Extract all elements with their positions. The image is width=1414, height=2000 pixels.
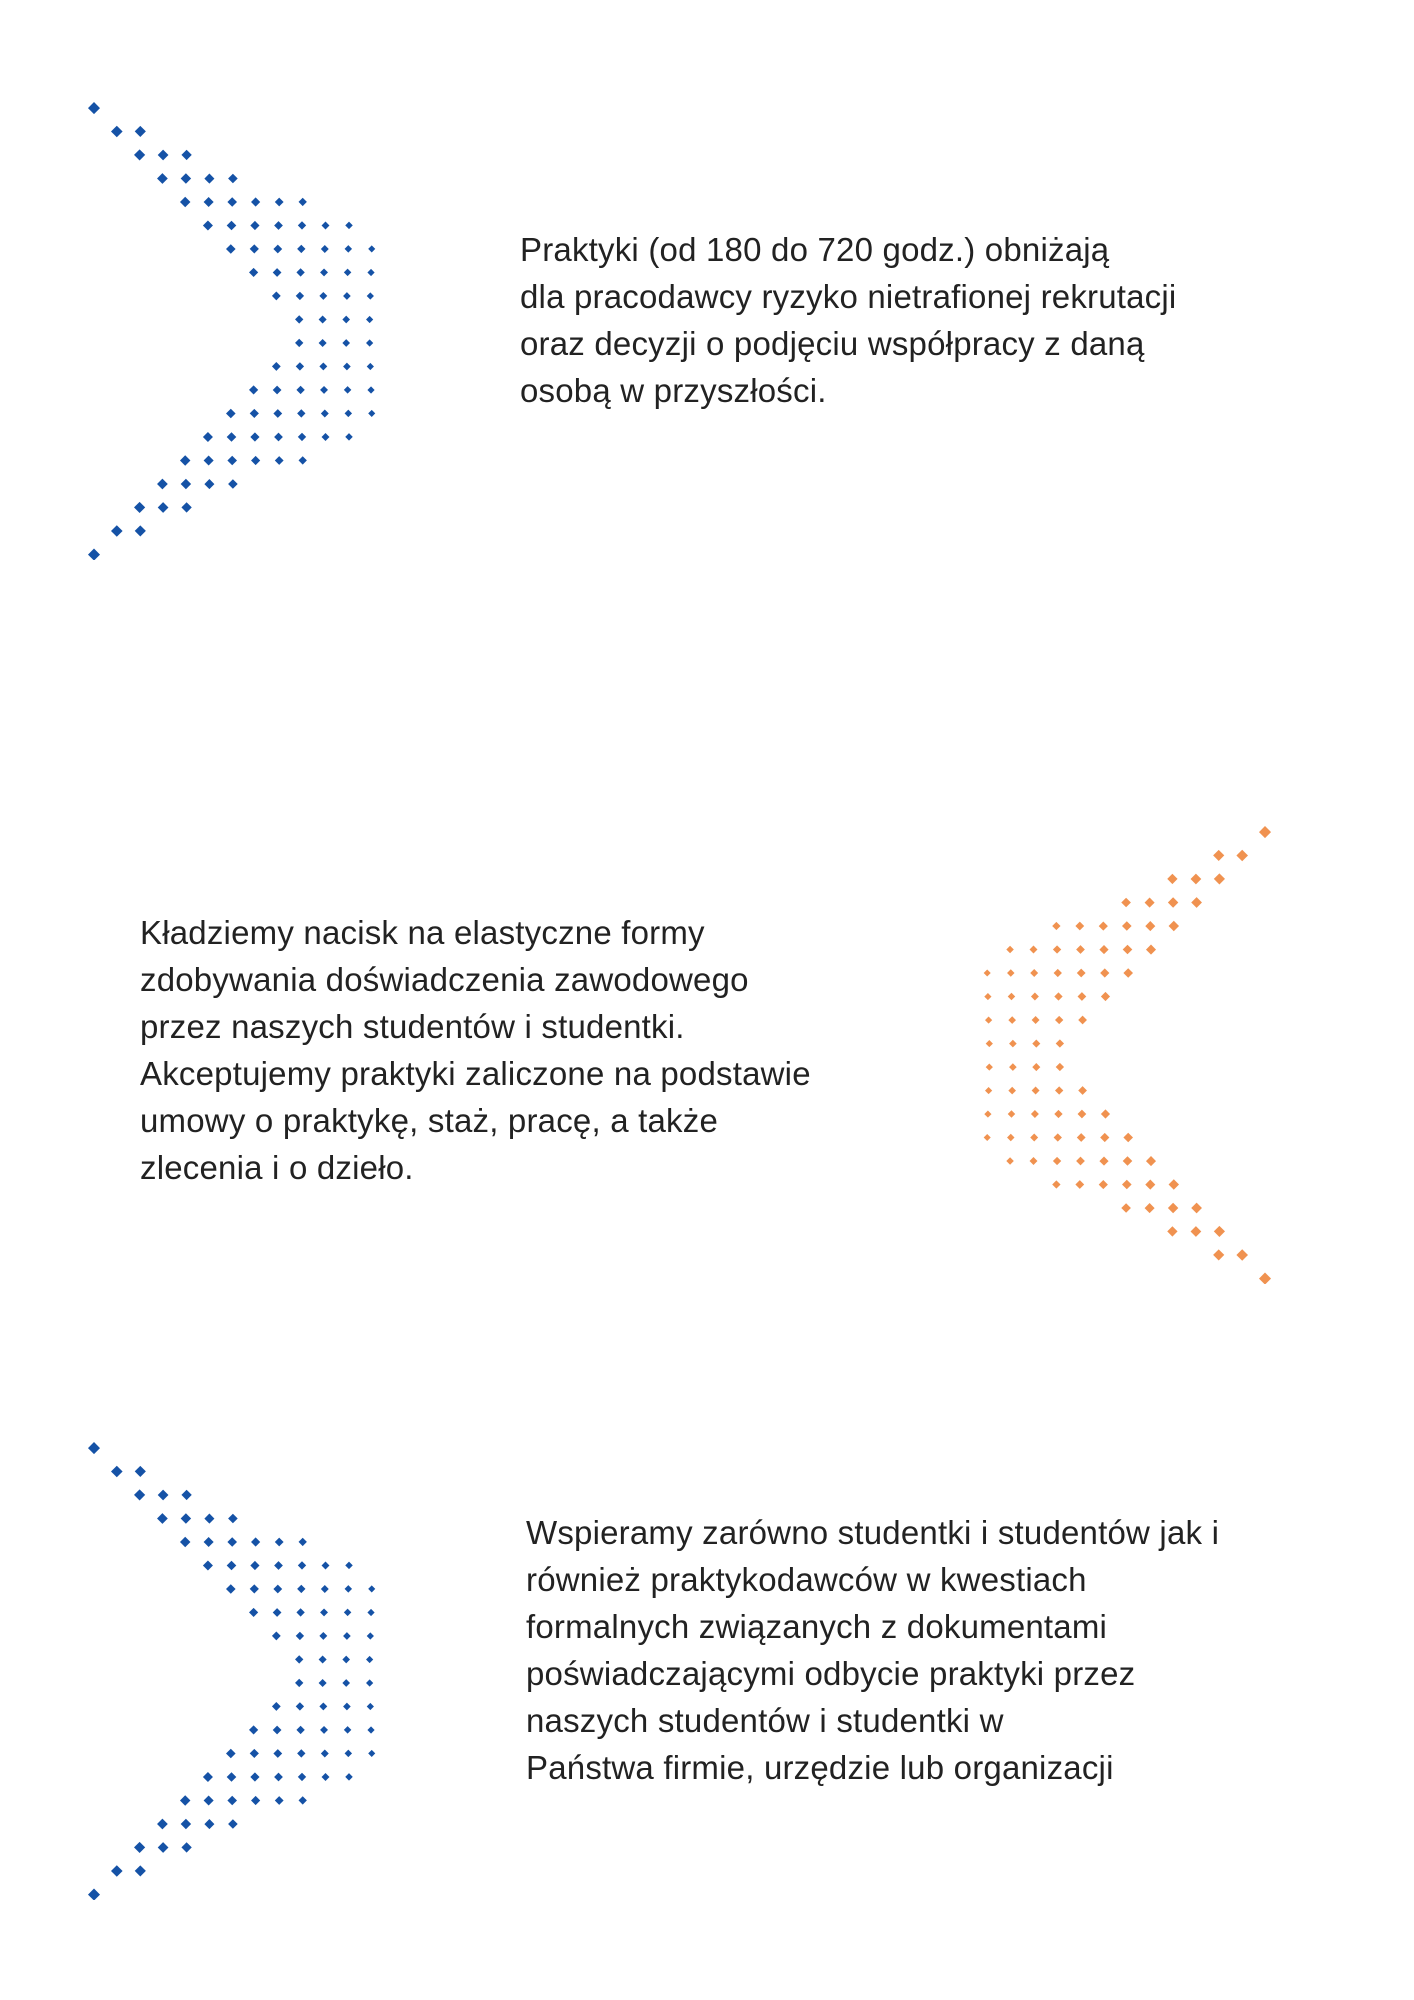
diamond-dot — [1121, 898, 1131, 908]
diamond-dot — [227, 1561, 237, 1571]
diamond-dot — [273, 1726, 282, 1735]
diamond-dot — [204, 1795, 214, 1805]
diamond-dot — [1100, 1133, 1109, 1142]
diamond-dot — [275, 1796, 284, 1805]
diamond-dot — [227, 1772, 237, 1782]
diamond-dot — [204, 455, 214, 465]
diamond-dot — [275, 1538, 284, 1547]
diamond-dot — [273, 409, 282, 418]
diamond-dot — [299, 1796, 307, 1804]
diamond-dot — [296, 1632, 304, 1640]
diamond-dot — [1007, 969, 1014, 976]
diamond-dot — [1078, 1016, 1087, 1025]
diamond-dot — [275, 198, 284, 207]
diamond-dot — [228, 174, 238, 184]
diamond-dot — [1032, 1063, 1040, 1071]
diamond-dot — [345, 410, 352, 417]
diamond-dot — [1099, 1180, 1108, 1189]
diamond-dot — [1123, 968, 1133, 978]
diamond-dot — [251, 456, 260, 465]
diamond-dot — [367, 386, 374, 393]
diamond-dot — [1008, 1110, 1015, 1117]
diamond-dot — [272, 1702, 281, 1711]
diamond-dot — [1053, 945, 1061, 953]
diamond-dot — [367, 269, 374, 276]
diamond-dot — [158, 1842, 169, 1853]
diamond-dot — [321, 1585, 329, 1593]
diamond-dot — [1006, 1157, 1013, 1164]
diamond-dot — [367, 363, 374, 370]
diamond-dot — [366, 316, 373, 323]
diamond-dot — [273, 386, 282, 395]
diamond-dot — [345, 433, 352, 440]
diamond-dot — [1145, 898, 1155, 908]
diamond-dot — [367, 1609, 374, 1616]
diamond-dot — [251, 197, 260, 206]
diamond-dot — [1167, 1226, 1177, 1236]
diamond-dot — [158, 502, 169, 513]
diamond-dot — [157, 1513, 168, 1524]
diamond-dot — [343, 363, 351, 371]
diamond-dot — [1032, 1016, 1040, 1024]
diamond-dot — [295, 339, 303, 347]
diamond-dot — [1101, 1109, 1110, 1118]
diamond-dot — [1236, 850, 1248, 862]
diamond-dot — [272, 1632, 281, 1641]
diamond-dot — [227, 197, 237, 207]
diamond-dot — [345, 1585, 352, 1592]
diamond-dot — [88, 102, 100, 114]
diamond-dot — [249, 385, 258, 394]
diamond-dot — [134, 149, 145, 160]
paragraph-line: umowy o praktykę, staż, pracę, a także — [140, 1102, 719, 1139]
diamond-dot — [344, 386, 351, 393]
diamond-dot — [181, 1490, 191, 1500]
diamond-dot — [321, 1750, 329, 1758]
diamond-dot — [296, 1608, 304, 1616]
diamond-dot — [1214, 873, 1225, 884]
diamond-dot — [1146, 1156, 1156, 1166]
diamond-dot — [226, 409, 236, 419]
diamond-dot — [1213, 850, 1224, 861]
diamond-dot — [1006, 946, 1013, 953]
diamond-dot — [1055, 1086, 1063, 1094]
diamond-dot — [1031, 993, 1039, 1001]
diamond-dot — [319, 292, 327, 300]
diamond-dot — [296, 1726, 304, 1734]
diamond-dot — [319, 315, 327, 323]
diamond-dot — [1168, 897, 1178, 907]
diamond-dot — [249, 1608, 258, 1617]
left-chevron-dot-pattern-icon — [975, 822, 1275, 1284]
paragraph-line: dla pracodawcy ryzyko nietrafionej rekrutacji — [520, 278, 1177, 315]
diamond-dot — [1056, 1039, 1064, 1047]
paragraph-line: Kładziemy nacisk na elastyczne formy — [140, 914, 705, 951]
diamond-dot — [249, 1725, 258, 1734]
diamond-dot — [1007, 1134, 1014, 1141]
diamond-dot — [1077, 969, 1086, 978]
diamond-dot — [250, 409, 259, 418]
diamond-dot — [342, 1656, 350, 1664]
diamond-dot — [204, 479, 214, 489]
diamond-dot — [1053, 1157, 1061, 1165]
diamond-dot — [1055, 1016, 1063, 1024]
diamond-dot — [111, 1865, 123, 1877]
diamond-dot — [367, 292, 374, 299]
diamond-dot — [368, 1585, 375, 1592]
diamond-dot — [1078, 992, 1087, 1001]
diamond-dot — [1030, 1134, 1038, 1142]
diamond-dot — [1191, 1226, 1202, 1237]
diamond-dot — [1122, 1180, 1132, 1190]
diamond-dot — [366, 339, 373, 346]
diamond-dot — [298, 1561, 306, 1569]
diamond-dot — [297, 1749, 305, 1757]
paragraph-line: Praktyki (od 180 do 720 godz.) obniżają — [520, 231, 1110, 268]
diamond-dot — [111, 525, 123, 537]
diamond-dot — [366, 1656, 373, 1663]
diamond-dot — [345, 1750, 352, 1757]
diamond-dot — [299, 456, 307, 464]
right-chevron-dot-pattern-icon — [84, 98, 384, 560]
diamond-dot — [298, 433, 306, 441]
diamond-dot — [344, 269, 351, 276]
diamond-dot — [295, 315, 303, 323]
paragraph-line: Akceptujemy praktyki zaliczone na podstawie — [140, 1055, 811, 1092]
diamond-dot — [204, 197, 214, 207]
diamond-dot — [134, 1842, 145, 1853]
diamond-dot — [203, 1560, 213, 1570]
diamond-dot — [1123, 945, 1133, 955]
diamond-dot — [250, 1584, 259, 1593]
diamond-dot — [345, 1562, 352, 1569]
diamond-dot — [298, 1773, 306, 1781]
section-2-paragraph — [140, 909, 811, 1191]
diamond-dot — [295, 1655, 303, 1663]
diamond-dot — [227, 456, 237, 466]
diamond-dot — [321, 410, 329, 418]
diamond-dot — [157, 173, 168, 184]
diamond-dot — [345, 1773, 352, 1780]
section-3-paragraph — [526, 1509, 1219, 1791]
diamond-dot — [344, 1609, 351, 1616]
diamond-dot — [135, 1865, 146, 1876]
diamond-dot — [1075, 922, 1084, 931]
section-1-paragraph — [520, 226, 1176, 414]
diamond-dot — [1214, 1226, 1225, 1237]
diamond-dot — [227, 1537, 237, 1547]
paragraph-line: zlecenia i o dzieło. — [140, 1149, 414, 1186]
diamond-dot — [274, 1561, 283, 1570]
diamond-dot — [227, 1796, 237, 1806]
diamond-dot — [1100, 968, 1109, 977]
diamond-dot — [1099, 1156, 1108, 1165]
diamond-dot — [181, 1819, 191, 1829]
diamond-dot — [368, 410, 375, 417]
diamond-dot — [157, 479, 168, 490]
diamond-dot — [1030, 969, 1038, 977]
diamond-dot — [1078, 1086, 1087, 1095]
diamond-dot — [274, 221, 283, 230]
diamond-dot — [227, 432, 237, 442]
diamond-dot — [1076, 1157, 1085, 1166]
diamond-dot — [250, 1561, 259, 1570]
diamond-dot — [180, 1537, 190, 1547]
diamond-dot — [157, 1819, 168, 1830]
diamond-dot — [88, 1889, 100, 1900]
diamond-dot — [134, 502, 145, 513]
diamond-dot — [1121, 1203, 1131, 1213]
paragraph-line: zdobywania doświadczenia zawodowego — [140, 961, 749, 998]
diamond-dot — [1008, 1087, 1016, 1095]
diamond-dot — [249, 268, 258, 277]
diamond-dot — [228, 1514, 238, 1524]
diamond-dot — [250, 1772, 259, 1781]
diamond-dot — [88, 549, 100, 560]
diamond-dot — [319, 1679, 327, 1687]
diamond-dot — [1191, 897, 1202, 908]
diamond-dot — [251, 1796, 260, 1805]
diamond-dot — [181, 502, 191, 512]
diamond-dot — [203, 220, 213, 230]
diamond-dot — [344, 1726, 351, 1733]
paragraph-line: przez naszych studentów i studentki. — [140, 1008, 685, 1045]
paragraph-line: Państwa firmie, urzędzie lub organizacji — [526, 1749, 1114, 1786]
diamond-dot — [320, 386, 328, 394]
diamond-dot — [296, 1702, 304, 1710]
diamond-dot — [134, 1489, 145, 1500]
diamond-dot — [203, 1772, 213, 1782]
diamond-dot — [273, 245, 282, 254]
diamond-dot — [984, 1134, 991, 1141]
diamond-dot — [1009, 1040, 1017, 1048]
diamond-dot — [228, 1819, 238, 1829]
diamond-dot — [1077, 1133, 1086, 1142]
paragraph-line: również praktykodawców w kwestiach — [526, 1561, 1087, 1598]
diamond-dot — [226, 1749, 236, 1759]
diamond-dot — [319, 1632, 327, 1640]
diamond-dot — [319, 1702, 327, 1710]
diamond-dot — [343, 1703, 351, 1711]
diamond-dot — [250, 1749, 259, 1758]
diamond-dot — [343, 1632, 351, 1640]
diamond-dot — [297, 409, 305, 417]
diamond-dot — [368, 245, 375, 252]
diamond-dot — [250, 432, 259, 441]
diamond-dot — [1259, 1273, 1271, 1284]
paragraph-line: formalnych związanych z dokumentami — [526, 1608, 1108, 1645]
diamond-dot — [322, 433, 330, 441]
diamond-dot — [203, 432, 213, 442]
diamond-dot — [1076, 945, 1085, 954]
diamond-dot — [273, 1585, 282, 1594]
diamond-dot — [135, 525, 146, 536]
diamond-dot — [275, 456, 284, 465]
diamond-dot — [1169, 921, 1179, 931]
diamond-dot — [88, 1442, 100, 1454]
diamond-dot — [1078, 1110, 1087, 1119]
right-chevron-dot-pattern-icon — [84, 1438, 384, 1900]
paragraph-line: naszych studentów i studentki w — [526, 1702, 1004, 1739]
diamond-dot — [984, 969, 991, 976]
diamond-dot — [181, 479, 191, 489]
diamond-dot — [204, 1537, 214, 1547]
diamond-dot — [320, 1608, 328, 1616]
diamond-dot — [272, 292, 281, 301]
diamond-dot — [299, 198, 307, 206]
diamond-dot — [322, 222, 330, 230]
diamond-dot — [135, 126, 146, 137]
diamond-dot — [1191, 1203, 1202, 1214]
diamond-dot — [1052, 1180, 1060, 1188]
diamond-dot — [367, 1632, 374, 1639]
diamond-dot — [319, 1655, 327, 1663]
diamond-dot — [1259, 826, 1271, 838]
diamond-dot — [1008, 993, 1015, 1000]
diamond-dot — [985, 1016, 992, 1023]
diamond-dot — [320, 268, 328, 276]
diamond-dot — [986, 1040, 993, 1047]
diamond-dot — [1236, 1249, 1248, 1261]
diamond-dot — [1054, 1133, 1062, 1141]
diamond-dot — [985, 1087, 992, 1094]
diamond-dot — [226, 1584, 236, 1594]
diamond-dot — [1030, 946, 1038, 954]
diamond-dot — [228, 479, 238, 489]
diamond-dot — [297, 1585, 305, 1593]
diamond-dot — [1009, 1063, 1017, 1071]
diamond-dot — [342, 316, 350, 324]
diamond-dot — [181, 150, 191, 160]
diamond-dot — [111, 1466, 123, 1478]
diamond-dot — [1169, 1179, 1179, 1189]
diamond-dot — [274, 1773, 283, 1782]
diamond-dot — [181, 1842, 191, 1852]
diamond-dot — [180, 455, 190, 465]
diamond-dot — [1146, 945, 1156, 955]
diamond-dot — [274, 433, 283, 442]
diamond-dot — [1123, 1133, 1133, 1143]
diamond-dot — [1122, 921, 1132, 931]
diamond-dot — [111, 126, 123, 138]
diamond-dot — [367, 1703, 374, 1710]
diamond-dot — [1052, 922, 1060, 930]
diamond-dot — [181, 173, 191, 183]
diamond-dot — [295, 1679, 303, 1687]
diamond-dot — [1031, 1110, 1039, 1118]
diamond-dot — [1145, 921, 1155, 931]
diamond-dot — [204, 1514, 214, 1524]
diamond-dot — [986, 1063, 993, 1070]
diamond-dot — [1032, 1087, 1040, 1095]
diamond-dot — [1168, 1203, 1178, 1213]
diamond-dot — [1008, 1016, 1016, 1024]
diamond-dot — [273, 1608, 282, 1617]
diamond-dot — [1191, 874, 1202, 885]
diamond-dot — [296, 292, 304, 300]
diamond-dot — [321, 245, 329, 253]
diamond-dot — [1054, 1110, 1062, 1118]
diamond-dot — [273, 268, 282, 277]
diamond-dot — [296, 362, 304, 370]
diamond-dot — [1099, 921, 1108, 930]
diamond-dot — [297, 245, 305, 253]
diamond-dot — [250, 244, 259, 253]
diamond-dot — [343, 292, 351, 300]
paragraph-line: Wspieramy zarówno studentki i studentów jak i — [526, 1514, 1220, 1551]
diamond-dot — [1054, 992, 1062, 1000]
diamond-dot — [1099, 945, 1108, 954]
diamond-dot — [345, 222, 352, 229]
diamond-dot — [1032, 1040, 1040, 1048]
diamond-dot — [342, 1679, 350, 1687]
diamond-dot — [204, 174, 214, 184]
diamond-dot — [345, 245, 352, 252]
diamond-dot — [1056, 1063, 1064, 1071]
diamond-dot — [299, 1538, 307, 1546]
diamond-dot — [158, 150, 169, 161]
diamond-dot — [273, 1749, 282, 1758]
diamond-dot — [320, 1726, 328, 1734]
diamond-dot — [180, 197, 190, 207]
diamond-dot — [1213, 1249, 1224, 1260]
diamond-dot — [158, 1490, 169, 1501]
diamond-dot — [204, 1819, 214, 1829]
diamond-dot — [1145, 1180, 1155, 1190]
paragraph-line: osobą w przyszłości. — [520, 372, 827, 409]
paragraph-line: oraz decyzji o podjęciu współpracy z daną — [520, 325, 1145, 362]
diamond-dot — [984, 1110, 991, 1117]
diamond-dot — [1101, 992, 1110, 1001]
diamond-dot — [227, 221, 237, 231]
diamond-dot — [367, 1726, 374, 1733]
diamond-dot — [180, 1795, 190, 1805]
diamond-dot — [1123, 1156, 1133, 1166]
diamond-dot — [1145, 1203, 1155, 1213]
diamond-dot — [135, 1466, 146, 1477]
diamond-dot — [251, 1537, 260, 1546]
diamond-dot — [1167, 874, 1177, 884]
paragraph-line: poświadczającymi odbycie praktyki przez — [526, 1655, 1136, 1692]
diamond-dot — [181, 1513, 191, 1523]
diamond-dot — [319, 362, 327, 370]
diamond-dot — [322, 1562, 330, 1570]
diamond-dot — [272, 362, 281, 371]
diamond-dot — [250, 221, 259, 230]
diamond-dot — [1075, 1180, 1084, 1189]
diamond-dot — [296, 386, 304, 394]
diamond-dot — [322, 1773, 330, 1781]
diamond-dot — [1054, 969, 1062, 977]
diamond-dot — [368, 1750, 375, 1757]
diamond-dot — [298, 221, 306, 229]
diamond-dot — [984, 993, 991, 1000]
diamond-dot — [366, 1679, 373, 1686]
diamond-dot — [296, 268, 304, 276]
diamond-dot — [342, 339, 350, 347]
diamond-dot — [319, 339, 327, 347]
diamond-dot — [1030, 1157, 1038, 1165]
diamond-dot — [226, 244, 236, 254]
